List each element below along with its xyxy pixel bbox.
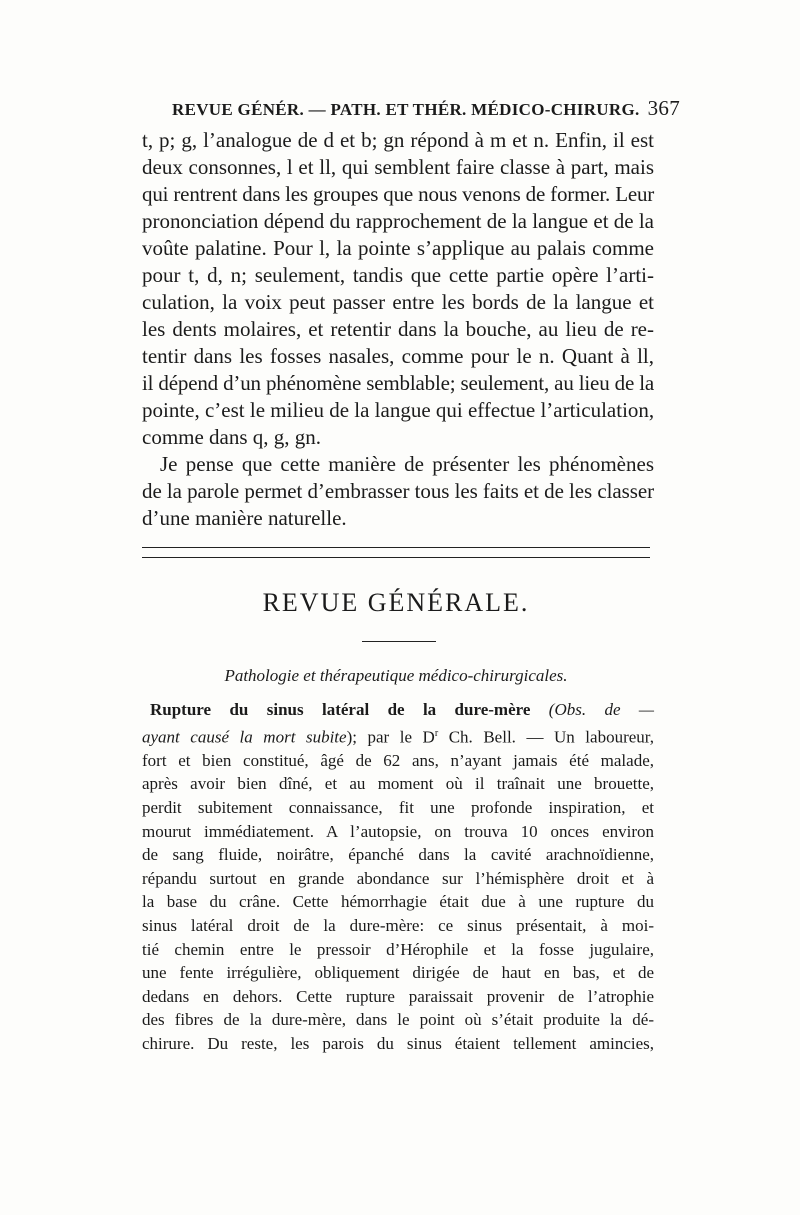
short-rule-divider [362,641,436,642]
text-line: après avoir bien dîné, et au moment où il traînait une brouette, [142,774,654,794]
article-note-end: ayant causé la mort subite [142,727,347,747]
text-line: culation, la voix peut passer entre les bords de la langue et [142,290,654,314]
text-line: perdit subitement connaissance, fit une profonde inspiration, et [142,798,654,818]
text-line: mourut immédiatement. A l’autopsie, on trouva 10 onces environ [142,821,654,841]
text-line: pointe, c’est le milieu de la langue qui effectue l’articulation, [142,398,655,422]
text-line: d’une manière naturelle. [142,506,347,530]
text-line: sinus latéral droit de la dure-mère: ce sinus présentait, à moi- [142,916,654,935]
byline-sup: r [434,727,439,739]
continued-text [142,127,654,532]
text-line: une fente irrégulière, obliquement dirigée de haut en bas, et de [142,963,654,983]
text-line: Je pense que cette manière de présenter les phénomènes [160,452,654,476]
text-line: il dépend d’un phénomène semblable; seulement, au lieu de la [142,371,654,395]
article-note: (Obs. de — [548,700,655,719]
text-line: pour t, d, n; seulement, tandis que cette partie opère l’arti- [142,263,654,287]
section-title: REVUE GÉNÉRALE. [262,588,530,617]
text-line: fort et bien constitué, âgé de 62 ans, n’ayant jamais été malade, [142,750,654,770]
text-line: voûte palatine. Pour l, la pointe s’applique au palais comme [142,236,654,260]
text-line: chirure. Du reste, les parois du sinus étaient tellement amincies, [142,1033,654,1053]
running-header [172,96,680,121]
text-line: qui rentrent dans les groupes que nous venons de former. Leur [142,182,655,206]
text-line: deux consonnes, l et ll, qui semblent faire classe à part, mais [142,155,654,179]
text-line: tentir dans les fosses nasales, comme pour le n. Quant à ll, [142,344,654,368]
text-line: prononciation dépend du rapprochement de la langue et de la [142,209,654,233]
text-line: comme dans q, g, gn. [142,425,322,449]
text-line: tié chemin entre le pressoir d’Hérophile et la fosse jugulaire, [142,939,654,959]
article-title: Rupture du sinus latéral de la dure-mère [150,700,531,719]
double-rule-divider [142,547,650,558]
text-line: dedans en dehors. Cette rupture paraissait provenir de l’atrophie [142,986,654,1006]
page-number: 367 [647,96,680,120]
running-title: REVUE GÉNÉR. — PATH. ET THÉR. MÉDICO-CHIRURG. [172,100,640,119]
text-line: t, p; g, l’analogue de d et b; gn répond à m et n. Enfin, il est [142,128,654,152]
subsection-title: Pathologie et thérapeutique médico-chirurgicales. [224,666,568,685]
text-line: de sang fluide, noirâtre, épanché dans la cavité arachnoïdienne, [142,845,654,865]
text-line: la base du crâne. Cette hémorrhagie était due à une rupture du [142,892,654,912]
byline-name: Ch. Bell. — Un laboureur, [438,727,654,747]
text-line: répandu surtout en grande abondance sur l’hémisphère droit et à [142,868,654,888]
text-line: des fibres de la dure-mère, dans le point où s’était produite la dé- [142,1010,654,1030]
article-body [142,698,654,1056]
text-line: les dents molaires, et retentir dans la bouche, au lieu de re- [142,317,654,341]
text-line: de la parole permet d’embrasser tous les faits et de les classer [142,479,655,503]
byline-prefix: ; par le D [352,727,435,747]
article-heading-line [142,698,654,722]
article-byline-line: ayant causé la mort subite); par le $D^r$ Ch. Bell. — Un laboureur, [142,727,654,747]
